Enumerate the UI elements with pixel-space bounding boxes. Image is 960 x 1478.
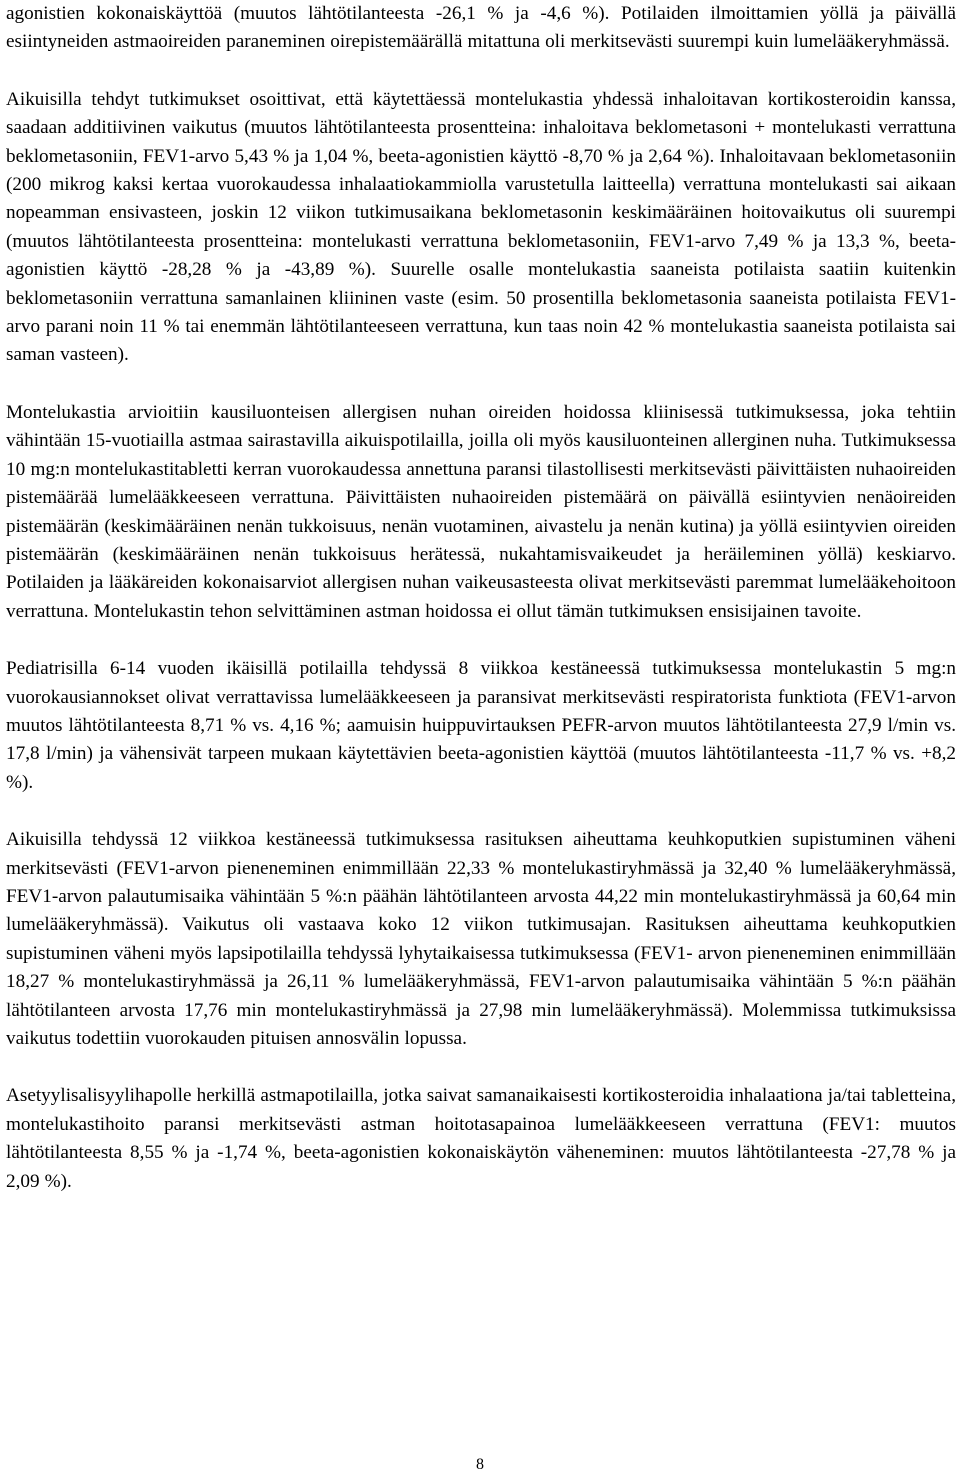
paragraph-allergic-rhinitis: Montelukastia arvioitiin kausiluonteisen allergisen nuhan oireiden hoidossa kliinisessä tutkimuksessa, joka tehtiin vähintään 15-vuotiailla astmaa sairastavilla aikuispotilailla, joilla oli myös kausiluonteinen allerginen nuha. Tutkimuksessa 10 mg:n montelukastitabletti kerran vuorokaudessa annettuna paransi tilastollisesti merkitsevästi päivittäisten nuhaoireiden pistemäärää lumelääkkeeseen verrattuna. Päivittäisten nuhaoireiden pistemäärä on päivällä esiintyvien nenäoireiden pistemäärän (keskimääräinen nenän tukkoisuus, nenän vuotaminen, aivastelu ja nenän kutina) ja yöllä esiintyvien oireiden pistemäärän (keskimääräinen nenän tukkoisuus herätessä, nukahtamisvaikeudet ja heräileminen yöllä) keskiarvo. Potilaiden ja lääkäreiden kokonaisarviot allergisen nuhan vaikeusasteesta olivat merkitsevästi paremmat lumelääkehoitoon verrattuna. Montelukastin tehon selvittäminen astman hoidossa ei ollut tämän tutkimuksen ensisijainen tavoite. — [6, 401, 956, 622]
paragraph-aspirin-sensitive-patients: Asetyylisalisyylihapolle herkillä astmapotilailla, jotka saivat samanaikaisesti kortikosteroidia inhalaationa ja/tai tabletteina, montelukastihoito paransi merkitsevästi astman hoitotasapainoa lumelääkkeeseen verrattuna (FEV1: muutos lähtötilanteesta 8,55 % ja -1,74 %, beeta-agonistien kokonaiskäytön väheneminen: muutos lähtötilanteesta -27,78 % ja 2,09 %). — [6, 1085, 956, 1192]
paragraph-pediatric-study: Pediatrisilla 6-14 vuoden ikäisillä potilailla tehdyssä 8 viikkoa kestäneessä tutkimuksessa montelukastin 5 mg:n vuorokausiannokset olivat verrattavissa lumelääkkeeseen ja paransivat merkitsevästi respiratorista funktiota (FEV1-arvon muutos lähtötilanteesta 8,71 % vs. 4,16 %; aamuisin huippuvirtauksen PEFR-arvon muutos lähtötilanteesta 27,9 l/min vs. 17,8 l/min) ja vähensivät tarpeen mukaan käytettävien beeta-agonistien käyttöä (muutos lähtötilanteesta -11,7 % vs. +8,2 %). — [6, 658, 956, 793]
paragraph-adult-combination-studies: Aikuisilla tehdyt tutkimukset osoittivat, että käytettäessä montelukastia yhdessä inhaloitavan kortikosteroidin kanssa, saadaan additiivinen vaikutus (muutos lähtötilanteesta prosentteina: inhaloitava beklometasoni + montelukasti verrattuna beklometasoniin, FEV1-arvo 5,43 % ja 1,04 %, beeta-agonistien käyttö -8,70 % ja 2,64 %). Inhaloitavaan beklometasoniin (200 mikrog kaksi kertaa vuorokaudessa inhalaatiokammiolla varustetulla laitteella) verrattuna montelukasti sai aikaan nopeamman ensivasteen, joskin 12 viikon tutkimusaikana beklometasonin keskimääräinen hoitovaikutus oli suurempi (muutos lähtötilanteesta prosentteina: montelukasti verrattuna beklometasoniin, FEV1-arvo 7,49 % ja 13,3 %, beeta-agonistien käyttö -28,28 % ja -43,89 %). Suurelle osalle montelukastia saaneista potilaista saatiin kuitenkin beklometasoniin verrattuna samanlainen kliininen vaste (esim. 50 prosentilla beklometasonia saaneista potilaista FEV1-arvo parani noin 11 % tai enemmän lähtötilanteeseen verrattuna, kun taas noin 42 % montelukastia saaneista potilaista sai saman vasteen). — [6, 88, 956, 366]
document-page — [6, 0, 956, 1196]
page-number: 8 — [476, 1456, 484, 1473]
paragraph-continuation: agonistien kokonaiskäyttöä (muutos lähtötilanteesta -26,1 % ja -4,6 %). Potilaiden ilmoittamien yöllä ja päivällä esiintyneiden astmaoireiden paraneminen oirepistemäärällä mitattuna oli merkitsevästi suurempi kuin lumelääkeryhmässä. — [6, 3, 956, 53]
paragraph-exercise-induced-bronchoconstriction: Aikuisilla tehdyssä 12 viikkoa kestäneessä tutkimuksessa rasituksen aiheuttama keuhkoputkien supistuminen väheni merkitsevästi (FEV1-arvon pieneneminen enimmillään 22,33 % montelukastiryhmässä ja 32,40 % lumelääkeryhmässä, FEV1-arvon palautumisaika vähintään 5 %:n päähän lähtötilanteen arvosta 44,22 min montelukastiryhmässä ja 60,64 min lumelääkeryhmässä). Vaikutus oli vastaava koko 12 viikon tutkimusajan. Rasituksen aiheuttama keuhkoputkien supistuminen väheni myös lapsipotilailla tehdyssä lyhytaikaisessa tutkimuksessa (FEV1- arvon pieneneminen enimmillään 18,27 % montelukastiryhmässä ja 26,11 % lumelääkeryhmässä, FEV1-arvon palautumisaika vähintään 5 %:n päähän lähtötilanteen arvosta 17,76 min montelukastiryhmässä ja 27,98 min lumelääkeryhmässä). Molemmissa tutkimuksissa vaikutus todettiin vuorokauden pituisen annosvälin lopussa. — [6, 829, 956, 1049]
